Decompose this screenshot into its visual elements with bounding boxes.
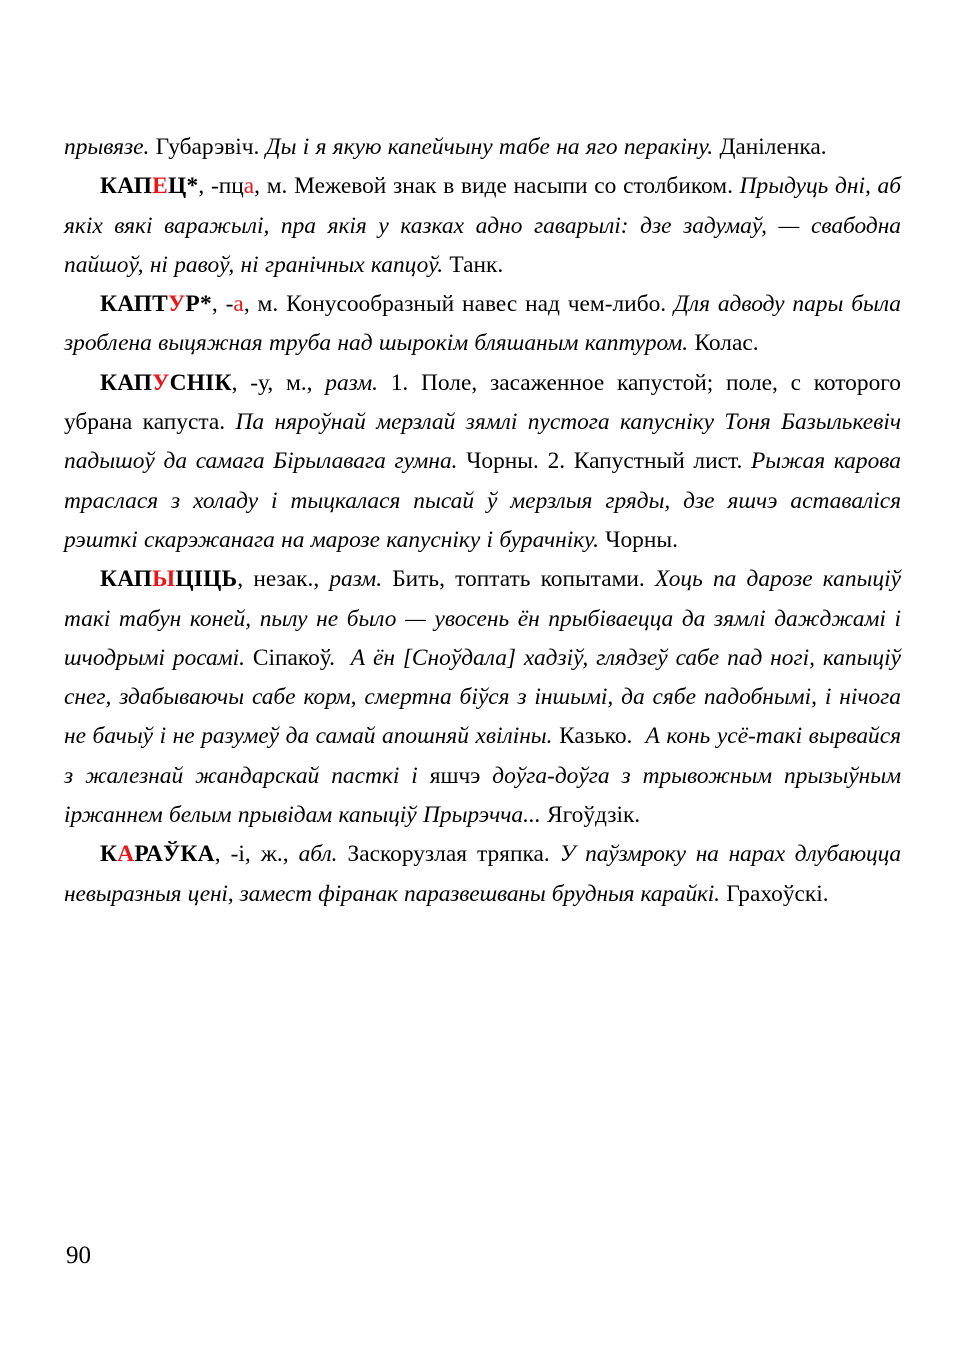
- spacer: [289, 841, 299, 867]
- headword-stress-letter: Ы: [152, 566, 176, 593]
- quotation: У паўзмроку на нарах длубаюцца невыразныя цені, замест фіранак паразвешваны брудныя карайкі.: [64, 841, 901, 907]
- source-attribution: Танк.: [449, 251, 504, 278]
- quotation: А ён [Сноўдала] хадзіў, глядзеў сабе пад ногі, капыціў снег, здабываючы сабе корм, смертна біўся з іншымі, да сябе падобнымі, і нічога не бачыў і не разумеў да самай апошняй хвіліны.: [64, 644, 901, 750]
- headword-asterisk: *: [186, 173, 199, 200]
- spacer: [245, 645, 253, 671]
- quotation-roman-word: яшчэ: [429, 762, 481, 789]
- quote-text: Ды і я якую капейчыну табе на яго перакіну.: [259, 134, 714, 160]
- gender-label: м.,: [286, 369, 313, 396]
- source-attribution: Сіпакоў.: [252, 644, 335, 671]
- headword: [100, 370, 232, 396]
- quotation: Рыжая карова траслася з холаду і тыцкалася пысай ў мерзлыя гряды, дзе яшчэ аставаліся рэшткі скарэжанага на марозе капусніку і бурачніку.: [64, 448, 901, 553]
- comma-2: ,: [254, 173, 267, 200]
- quote-tail: прывязе.: [64, 134, 150, 160]
- spacer: [645, 566, 655, 592]
- headword: [100, 173, 198, 199]
- comma-2: ,: [267, 369, 287, 396]
- quotation: Для адводу пары была зроблена выцяжная труба над шырокім бляшаным каптуром.: [64, 291, 901, 357]
- headword-part-after: ЦІЦЬ: [175, 566, 238, 593]
- entry-continuation: [64, 128, 901, 167]
- usage-label: разм.: [325, 369, 378, 396]
- gender-label: м.: [257, 291, 279, 318]
- quotation: Па няроўнай мерзлай зямлі пустога капусніку Тоня Базылькевіч падышоў да самага Бірылавага гумна.: [64, 409, 901, 475]
- headword-part-before: КАПТ: [100, 291, 169, 318]
- source-attribution: Чорны.: [605, 526, 678, 553]
- spacer: [278, 291, 286, 317]
- headword: [100, 566, 237, 592]
- inflection: -у: [250, 369, 268, 396]
- headword-stress-letter: У: [152, 369, 170, 396]
- spacer: [458, 448, 467, 474]
- source-attribution: Грахоўскі.: [726, 880, 829, 907]
- source-attribution: Даніленка.: [713, 134, 827, 160]
- usage-label: абл.: [298, 841, 338, 868]
- definition: Конусообразный навес над чем-либо.: [286, 291, 667, 318]
- definition: Поле, засаженное капустой; поле, с которого убрана капуста.: [64, 369, 901, 436]
- entry-kapusnik: [64, 364, 901, 560]
- spacer: [338, 841, 348, 867]
- headword-part-after: Р: [185, 291, 200, 318]
- quotation: Хоць па дарозе капыціў такі табун коней, пылу не было — увосень ён прыбіваецца да зямлі дажджамі і шчодрымі росамі.: [64, 566, 901, 671]
- comma-2: ,: [243, 291, 258, 318]
- comma-1: ,: [214, 841, 231, 868]
- comma-1: ,: [237, 566, 254, 593]
- spacer: [666, 291, 674, 317]
- headword-stress-letter: У: [168, 291, 186, 318]
- source-attribution: Казько.: [559, 723, 633, 750]
- definition: Бить, топтать копытами.: [392, 566, 645, 593]
- aspect-label: незак.,: [253, 566, 320, 593]
- comma-1: ,: [198, 173, 211, 200]
- comma-1: ,: [211, 291, 226, 318]
- spacer: [539, 448, 548, 474]
- sense-number: 2.: [547, 448, 566, 475]
- headword-stress-letter: А: [117, 841, 135, 868]
- sense-number: 1.: [390, 369, 409, 396]
- headword-part-before: КАП: [100, 566, 153, 593]
- spacer: [632, 723, 645, 749]
- headword-stress-letter: Е: [152, 173, 169, 200]
- headword-part-after: СНІК: [169, 369, 232, 396]
- headword-asterisk: *: [199, 291, 212, 318]
- text-column: [64, 128, 901, 914]
- spacer: [408, 370, 421, 396]
- source-attribution: Чорны.: [466, 448, 539, 475]
- usage-label: разм.: [329, 566, 383, 593]
- inflection-prefix: -: [225, 291, 234, 318]
- quotation-continued: доўга-доўга з трывожным прызыўным іржаннем белым прывідам капыціў Прырэчча...: [64, 762, 902, 829]
- entry-kapiec: [64, 167, 901, 285]
- spacer: [733, 173, 740, 199]
- inflection-stress-letter: а: [233, 291, 244, 318]
- spacer: [319, 566, 329, 592]
- headword-part-after: РАЎКА: [134, 841, 215, 868]
- definition: Заскорузлая тряпка.: [347, 841, 550, 868]
- spacer: [418, 763, 430, 789]
- gender-label: м.: [266, 173, 288, 200]
- spacer: [335, 645, 351, 671]
- headword-part-before: КАП: [100, 369, 153, 396]
- comma-1: ,: [231, 369, 251, 396]
- spacer: [742, 448, 751, 474]
- quotation: А конь усё-такі вырвайся з жалезнай жандарскай пасткі і: [64, 723, 901, 789]
- source-attribution: Колас.: [694, 330, 759, 357]
- headword-part-after: Ц: [168, 173, 187, 200]
- spacer: [550, 841, 560, 867]
- definition: Капустный лист.: [573, 448, 743, 475]
- spacer: [382, 566, 392, 592]
- headword: [100, 291, 212, 317]
- spacer: [480, 763, 492, 789]
- comma-2: ,: [244, 841, 261, 868]
- entry-kapytsits: [64, 560, 901, 835]
- headword-part-before: К: [100, 841, 118, 868]
- inflection-prefix: -пц: [210, 173, 244, 200]
- spacer: [378, 370, 391, 396]
- headword-part-before: КАП: [100, 173, 153, 200]
- spacer: [225, 409, 235, 435]
- quotation: Прыдуць дні, аб якіх вякі варажылі, пра якія у казках адно гаварылі: дзе задумаў, — свабодна пайшоў, ні равоў, ні гранічных капцоў.: [64, 173, 901, 278]
- page-number: 90: [66, 1242, 91, 1269]
- headword: [100, 841, 215, 867]
- source-attribution: Губарэвіч.: [149, 134, 260, 160]
- gender-label: ж.,: [260, 841, 289, 868]
- spacer: [313, 370, 326, 396]
- definition: Межевой знак в виде насыпи со столбиком.: [294, 173, 733, 200]
- inflection-stress-letter: а: [243, 173, 255, 200]
- source-attribution: Ягоўдзік.: [547, 802, 641, 829]
- entry-kaptur: [64, 285, 901, 364]
- entry-karauka: [64, 835, 901, 914]
- spacer: [565, 448, 574, 474]
- inflection: -і: [230, 841, 245, 868]
